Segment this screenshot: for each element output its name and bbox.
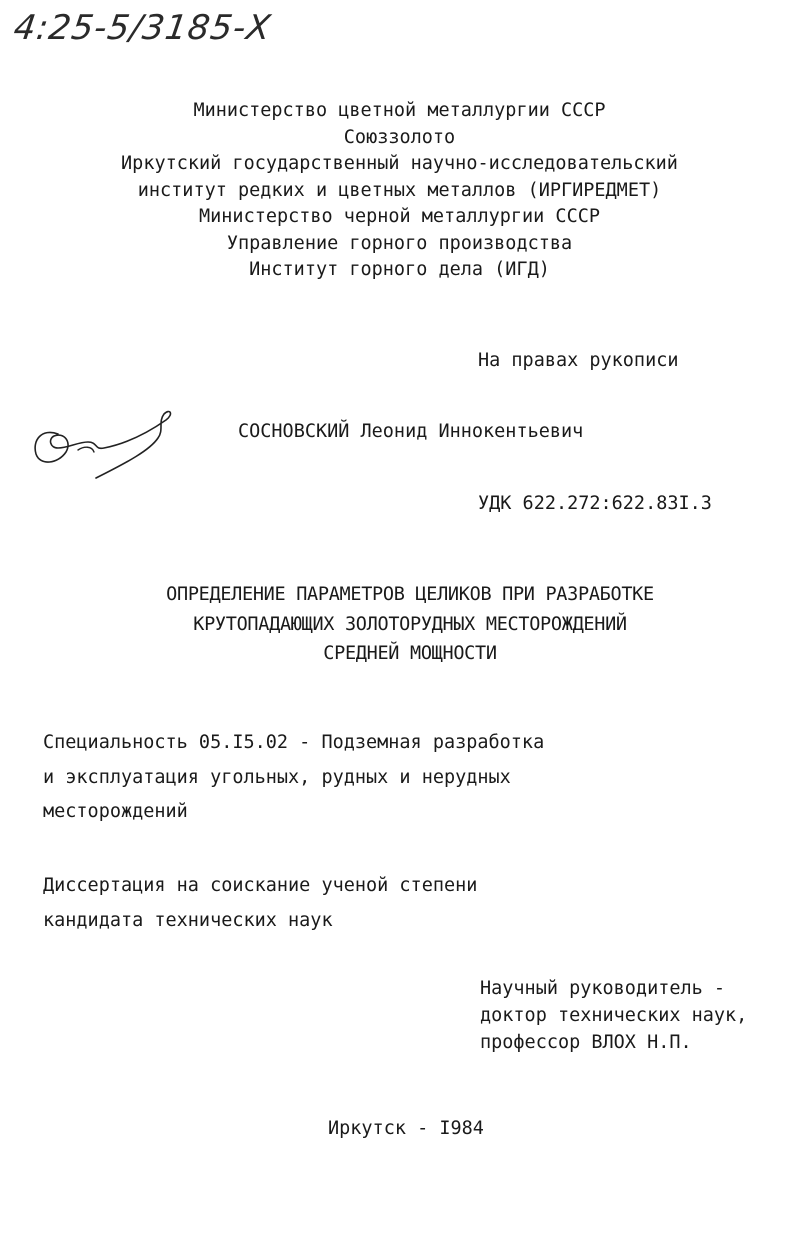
header-line: Министерство черной металлургии СССР [199,206,600,227]
advisor-line: доктор технических наук, [480,1005,748,1026]
title-line: СРЕДНЕЙ МОЩНОСТИ [323,643,497,664]
udc-code: УДК 622.272:622.83I.3 [478,493,712,514]
header-line: институт редких и цветных металлов (ИРГИРЕДМЕТ) [137,179,662,201]
specialty-line: и эксплуатация угольных, рудных и нерудных [43,766,511,788]
organization-header [0,98,799,284]
author-signature [28,406,178,484]
title-line: КРУТОПАДАЮЩИХ ЗОЛОТОРУДНЫХ МЕСТОРОЖДЕНИЙ [193,613,627,635]
thesis-title [0,580,799,669]
specialty-line: Специальность 05.I5.02 - Подземная разработка [43,732,545,753]
advisor-block [480,975,747,1056]
handwritten-shelfmark: 4:25-5/3185-Х [11,8,274,48]
title-line: ОПРЕДЕЛЕНИЕ ПАРАМЕТРОВ ЦЕЛИКОВ ПРИ РАЗРАБОТКЕ [166,584,654,605]
place-and-year: Иркутск - I984 [328,1118,484,1139]
manuscript-rights-note: На правах рукописи [478,350,679,371]
advisor-line: Научный руководитель - [480,978,726,999]
specialty-block [43,726,544,830]
advisor-line: профессор ВЛОХ Н.П. [480,1032,692,1053]
degree-block [43,869,477,938]
author-name: СОСНОВСКИЙ Леонид Иннокентьевич [238,421,584,442]
degree-line: кандидата технических наук [43,909,333,931]
degree-line: Диссертация на соискание ученой степени [43,875,478,896]
header-line: Союззолото [343,126,456,148]
header-line: Управление горного производства [226,232,573,254]
header-line: Институт горного дела (ИГД) [249,259,550,280]
header-line: Иркутский государственный научно-исследовательский [121,153,678,174]
header-line: Министерство цветной металлургии СССР [193,100,606,121]
specialty-line: месторождений [43,801,188,822]
